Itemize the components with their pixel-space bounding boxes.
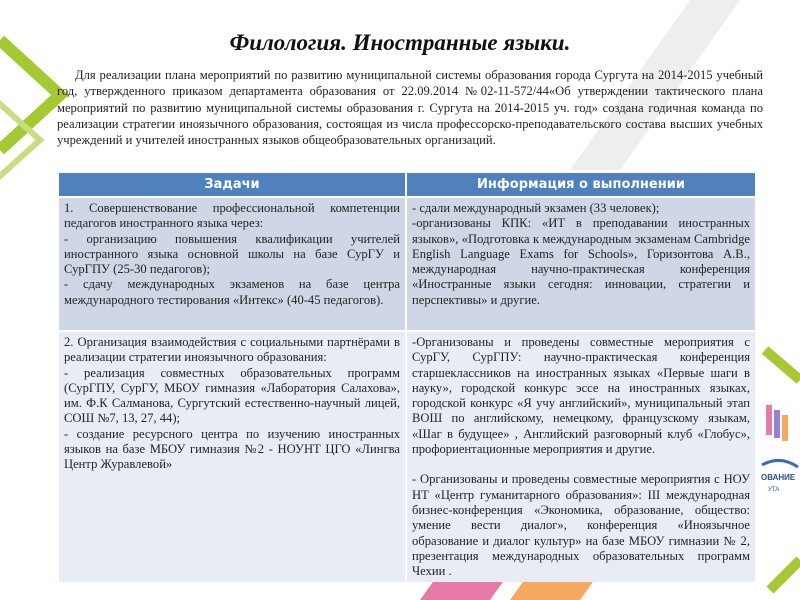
task-text: 2. Организация взаимодействия с социальными партнёрами в реализации стратегии иноязычного образования:	[64, 335, 400, 365]
task-text: - сдачу международных экзаменов на базе центра международного тестирования «Интекс» (40-45 педагогов).	[64, 277, 400, 307]
table-header-row	[59, 173, 755, 196]
task-text: - организацию повышения квалификации учителей иностранного языка основной школы на базе СурГУ и СурГПУ (25-30 педагогов);	[64, 231, 400, 277]
logo-text-sub: УТА	[768, 487, 780, 493]
task-cell	[59, 332, 405, 582]
task-text: - создание ресурсного центра по изучению иностранных языков на базе МБОУ гимназия №2 - НОУНТ ЦГО «Лингва Центр Журавлевой»	[64, 426, 400, 472]
info-text: -Организованы и проведены совместные мероприятия с СурГУ, СурГПУ: научно-практическая конференция старшеклассников на иностранных языках «Первые шаги в науку», городской конкурс эссе на иностранных языках, городской конкурс «Я учу английский», муниципальный этап ВОШ по английскому, немецкому, французскому языкам, «Шаг в будущее» , Английский разговорный клуб «Глобус», профориентационные мероприятия и другие.	[412, 335, 750, 457]
green-chevron-right	[765, 350, 800, 380]
tasks-table	[57, 171, 757, 584]
info-text: -организованы КПК: «ИТ в преподавании иностранных языков», «Подготовка к международным экзаменам Cambridge English Language Exams for Schools», Горизонтова А.В., международная научно-практическая конференция «Иностранные языки сегодня: инновации, стратегии и перспективы» и другие.	[412, 216, 750, 307]
info-text: - Организованы и проведены совместные мероприятия с НОУ НТ «Центр гуманитарного образования»: III международная бизнес-конференция «Экономика, образование, общество: умение вести диалог», конференция «Иноязычное образование и диалог культур» на базе МБОУ гимназии № 2, презентация международных образовательных программ Чехии .	[412, 472, 750, 579]
info-cell	[407, 198, 755, 330]
info-cell	[407, 332, 755, 582]
logo-graphic	[760, 405, 800, 495]
task-text: - реализация совместных образовательных программ (СурГПУ, СурГУ, МБОУ гимназия «Лаборатория Салахова», им. Ф.К Салманова, Сургутский естественно-научный лицей, СОШ №7, 13, 27, 44);	[64, 365, 400, 426]
task-text: 1. Совершенствование профессиональной компетенции педагогов иностранного языка через:	[64, 201, 400, 231]
logo-text-main: ОВАНИЕ	[761, 473, 796, 482]
header-info: Информация о выполнении	[407, 173, 755, 196]
table-row	[59, 198, 755, 330]
education-logo	[760, 405, 800, 495]
green-chevron-right-2	[770, 560, 800, 590]
task-cell	[59, 198, 405, 330]
table-row	[59, 332, 755, 582]
info-text: - сдали международный экзамен (33 человек);	[412, 201, 660, 215]
intro-paragraph: Для реализации плана мероприятий по развитию муниципальной системы образования города Сургута на 2014-2015 учебный год, утвержденного приказом департамента образования от 22.09.2014 №02-11-572/44«Об утверждении тактического плана мероприятий по развитию муниципальной системы образования г. Сургута на 2014-2015 уч. год» создана годичная команда по реализации стратегии иноязычного образования, состоящая из числа профессорско-преподавательского состава высших учебных учреждений и учителей иностранных языков общеобразовательных организаций.	[57, 68, 763, 148]
page-title: Филология. Иностранные языки.	[229, 30, 571, 55]
header-tasks: Задачи	[59, 173, 405, 196]
